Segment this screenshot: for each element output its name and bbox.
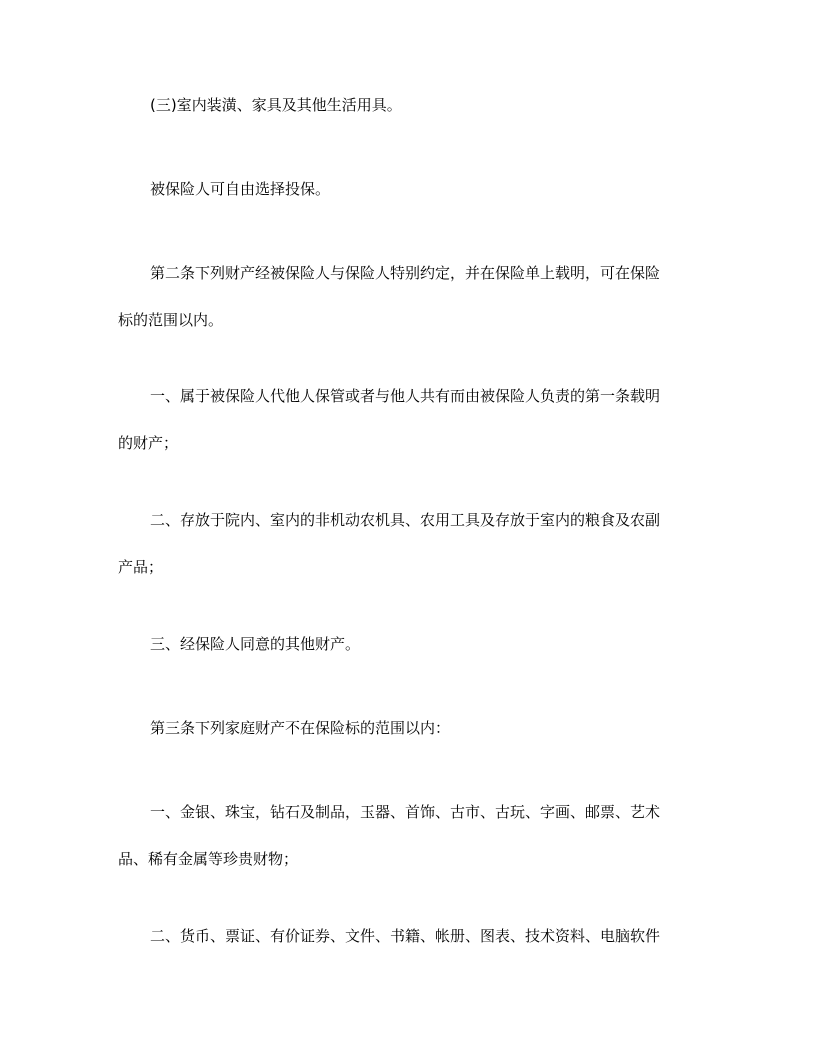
paragraph-item-1-line-1: 一、属于被保险人代他人保管或者与他人共有而由被保险人负责的第一条载明	[150, 387, 661, 405]
paragraph-item-3	[118, 621, 698, 668]
paragraph-excluded-2	[118, 913, 698, 960]
paragraph-2	[118, 166, 698, 213]
paragraph-1-line-1: (三)室内装潢、家具及其他生活用具。	[150, 96, 402, 114]
paragraph-item-3-line-1: 三、经保险人同意的其他财产。	[150, 635, 361, 653]
paragraph-article-2-line-2: 标的范围以内。	[118, 311, 224, 329]
paragraph-item-1	[118, 373, 698, 467]
paragraph-excluded-1-line-1: 一、金银、珠宝，钻石及制品，玉器、首饰、古市、古玩、字画、邮票、艺术	[150, 803, 661, 821]
paragraph-item-2-line-2: 产品；	[118, 558, 164, 576]
paragraph-excluded-2-line-1: 二、货币、票证、有价证券、文件、书籍、帐册、图表、技术资料、电脑软件	[150, 927, 661, 945]
paragraph-article-2-line-1: 第二条下列财产经被保险人与保险人特别约定，并在保险单上载明，可在保险	[150, 264, 661, 282]
paragraph-article-3-line-1: 第三条下列家庭财产不在保险标的范围以内：	[150, 719, 451, 737]
paragraph-article-2	[118, 250, 698, 344]
paragraph-2-line-1: 被保险人可自由选择投保。	[150, 180, 331, 198]
paragraph-article-3	[118, 705, 698, 752]
paragraph-item-2	[118, 497, 698, 591]
paragraph-item-1-line-2: 的财产；	[118, 434, 179, 452]
paragraph-1	[118, 82, 698, 129]
paragraph-excluded-1	[118, 789, 698, 883]
paragraph-item-2-line-1: 二、存放于院内、室内的非机动农机具、农用工具及存放于室内的粮食及农副	[150, 511, 661, 529]
paragraph-excluded-1-line-2: 品、稀有金属等珍贵财物；	[118, 850, 299, 868]
